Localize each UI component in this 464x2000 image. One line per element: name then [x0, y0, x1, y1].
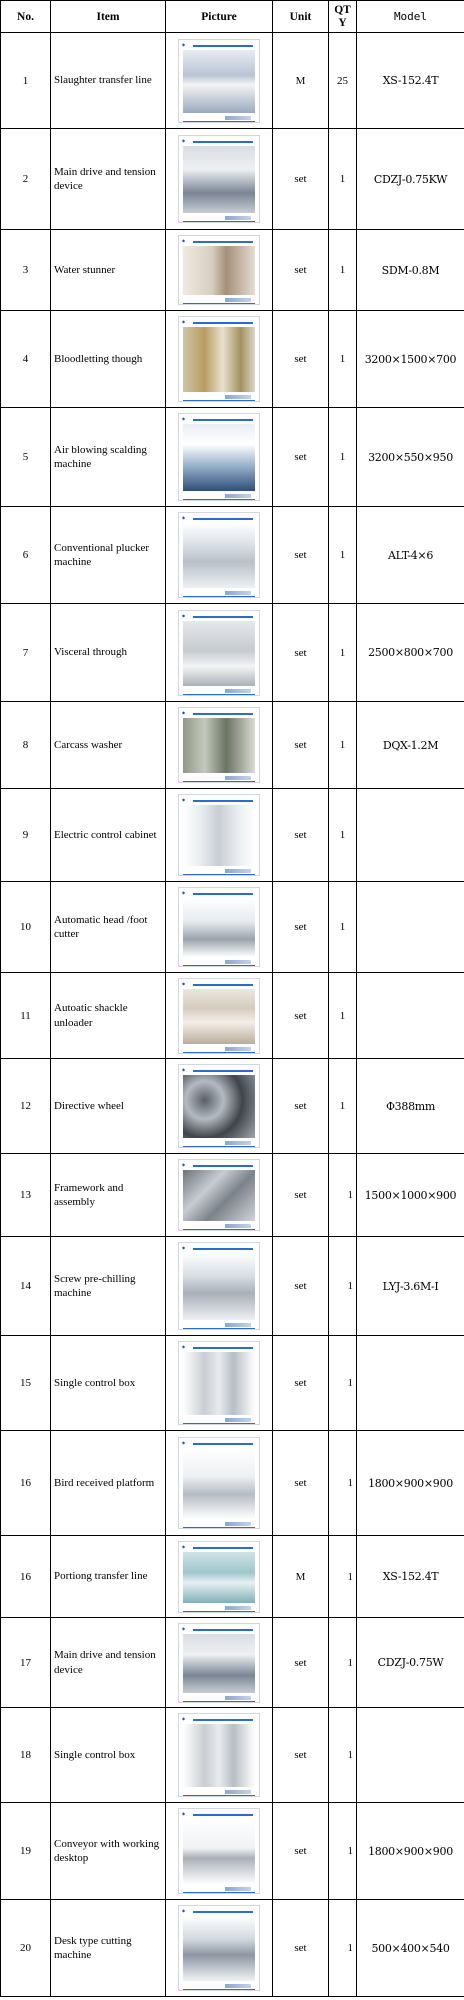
table-row: [1, 1154, 464, 1237]
photo-top-bar: [193, 1443, 253, 1445]
certification-marks-icon: [225, 1418, 251, 1422]
certification-marks-icon: [225, 1984, 251, 1988]
model: [357, 789, 464, 882]
quantity: 1: [329, 230, 357, 311]
header-qty: QTY: [329, 1, 357, 33]
product-photo: [178, 610, 260, 696]
picture-cell: [166, 230, 273, 311]
product-photo: [178, 1905, 260, 1991]
model: 2500×800×700: [357, 604, 464, 702]
brand-logo-icon: ◆: [182, 890, 186, 895]
row-number: 20: [1, 1900, 51, 1997]
quantity: 1: [329, 408, 357, 507]
photo-bottom-bar: [183, 874, 255, 875]
quantity: 1: [329, 882, 357, 973]
unit: set: [273, 789, 329, 882]
photo-top-bar: [193, 419, 253, 421]
item-name: Main drive and tension device: [51, 129, 166, 230]
item-name: Bird received platform: [51, 1431, 166, 1536]
photo-top-bar: [193, 241, 253, 243]
equipment-image: [183, 50, 255, 113]
picture-cell: [166, 789, 273, 882]
quantity: 1: [329, 1708, 357, 1803]
photo-bottom-bar: [183, 303, 255, 304]
brand-logo-icon: ◆: [182, 1245, 186, 1250]
certification-marks-icon: [225, 116, 251, 120]
picture-cell: [166, 1536, 273, 1618]
brand-logo-icon: ◆: [182, 515, 186, 520]
photo-top-bar: [193, 1719, 253, 1721]
quantity: 1: [329, 1431, 357, 1536]
table-row: [1, 1900, 464, 1997]
table-row: [1, 973, 464, 1059]
unit: set: [273, 1708, 329, 1803]
model: XS-152.4T: [357, 33, 464, 129]
certification-marks-icon: [225, 776, 251, 780]
brand-logo-icon: ◆: [182, 41, 186, 47]
unit: set: [273, 973, 329, 1059]
quantity: 1: [329, 1900, 357, 1997]
quantity: 1: [329, 702, 357, 789]
photo-top-bar: [193, 1629, 253, 1631]
equipment-image: [183, 146, 255, 213]
certification-marks-icon: [225, 298, 251, 302]
certification-marks-icon: [225, 1047, 251, 1051]
brand-logo-icon: ◆: [182, 1716, 186, 1721]
model: XS-152.4T: [357, 1536, 464, 1618]
model: ALT-4×6: [357, 507, 464, 604]
quantity: 1: [329, 1536, 357, 1618]
photo-top-bar: [193, 322, 253, 324]
item-name: Single control box: [51, 1336, 166, 1431]
photo-bottom-bar: [183, 694, 255, 695]
unit: M: [273, 33, 329, 129]
model: 3200×1500×700: [357, 311, 464, 408]
equipment-image: [183, 621, 255, 686]
table-row: [1, 1336, 464, 1431]
header-no: No.: [1, 1, 51, 33]
product-photo: [178, 1623, 260, 1703]
table-row: [1, 129, 464, 230]
product-photo: [178, 1437, 260, 1529]
equipment-image: [183, 805, 255, 866]
row-number: 11: [1, 973, 51, 1059]
row-number: 4: [1, 311, 51, 408]
brand-logo-icon: ◆: [182, 710, 186, 715]
item-name: Screw pre-chilling machine: [51, 1237, 166, 1336]
picture-cell: [166, 1708, 273, 1803]
row-number: 19: [1, 1803, 51, 1900]
unit: set: [273, 604, 329, 702]
row-number: 13: [1, 1154, 51, 1237]
unit: set: [273, 1431, 329, 1536]
row-number: 18: [1, 1708, 51, 1803]
model: SDM-0.8M: [357, 230, 464, 311]
certification-marks-icon: [225, 216, 251, 220]
certification-marks-icon: [225, 494, 251, 498]
equipment-image: [183, 424, 255, 491]
photo-bottom-bar: [183, 1611, 255, 1612]
item-name: Automatic head /foot cutter: [51, 882, 166, 973]
picture-cell: [166, 1803, 273, 1900]
picture-cell: [166, 702, 273, 789]
brand-logo-icon: ◆: [182, 138, 186, 143]
quantity: 1: [329, 1618, 357, 1708]
table-row: [1, 1618, 464, 1708]
photo-top-bar: [193, 800, 253, 802]
row-number: 2: [1, 129, 51, 230]
equipment-image: [183, 1634, 255, 1693]
picture-cell: [166, 1431, 273, 1536]
quantity: 25: [329, 33, 357, 129]
table-row: [1, 882, 464, 973]
table-row: [1, 33, 464, 129]
brand-logo-icon: ◆: [182, 1344, 186, 1349]
table-row: [1, 230, 464, 311]
equipment-image: [183, 1170, 255, 1221]
row-number: 3: [1, 230, 51, 311]
photo-bottom-bar: [183, 781, 255, 782]
quantity: 1: [329, 311, 357, 408]
brand-logo-icon: ◆: [182, 1908, 186, 1913]
row-number: 7: [1, 604, 51, 702]
certification-marks-icon: [225, 1522, 251, 1526]
picture-cell: [166, 973, 273, 1059]
quantity: 1: [329, 1059, 357, 1154]
item-name: Conveyor with working desktop: [51, 1803, 166, 1900]
photo-top-bar: [193, 1814, 253, 1816]
photo-bottom-bar: [183, 1892, 255, 1893]
unit: M: [273, 1536, 329, 1618]
quantity: 1: [329, 129, 357, 230]
header-row: [1, 1, 464, 33]
unit: set: [273, 702, 329, 789]
header-model: Model: [357, 1, 464, 33]
product-photo: [178, 1808, 260, 1894]
unit: set: [273, 1803, 329, 1900]
picture-cell: [166, 604, 273, 702]
product-photo: [178, 1064, 260, 1148]
row-number: 12: [1, 1059, 51, 1154]
table-body: [1, 33, 464, 1997]
item-name: Main drive and tension device: [51, 1618, 166, 1708]
quantity: 1: [329, 507, 357, 604]
photo-bottom-bar: [183, 1052, 255, 1053]
equipment-image: [183, 898, 255, 957]
photo-top-bar: [193, 1248, 253, 1250]
row-number: 16: [1, 1431, 51, 1536]
row-number: 5: [1, 408, 51, 507]
item-name: Portiong transfer line: [51, 1536, 166, 1618]
equipment-image: [183, 246, 255, 295]
picture-cell: [166, 1618, 273, 1708]
row-number: 1: [1, 33, 51, 129]
unit: set: [273, 311, 329, 408]
equipment-image: [183, 1552, 255, 1603]
brand-logo-icon: ◆: [182, 1543, 186, 1549]
product-photo: [178, 512, 260, 598]
unit: set: [273, 408, 329, 507]
table-row: [1, 1803, 464, 1900]
product-photo: [178, 39, 260, 123]
item-name: Desk type cutting machine: [51, 1900, 166, 1997]
certification-marks-icon: [225, 960, 251, 964]
model: 500×400×540: [357, 1900, 464, 1997]
row-number: 15: [1, 1336, 51, 1431]
quantity: 1: [329, 1154, 357, 1237]
unit: set: [273, 1900, 329, 1997]
item-name: Water stunner: [51, 230, 166, 311]
photo-bottom-bar: [183, 1229, 255, 1230]
photo-bottom-bar: [183, 1328, 255, 1329]
brand-logo-icon: ◆: [182, 1440, 186, 1445]
item-name: Single control box: [51, 1708, 166, 1803]
product-photo: [178, 135, 260, 223]
item-name: Carcass washer: [51, 702, 166, 789]
brand-logo-icon: ◆: [182, 416, 186, 421]
quantity: 1: [329, 789, 357, 882]
photo-top-bar: [193, 518, 253, 520]
header-picture: Picture: [166, 1, 273, 33]
model: CDZJ-0.75W: [357, 1618, 464, 1708]
brand-logo-icon: ◆: [182, 1625, 186, 1631]
equipment-image: [183, 989, 255, 1044]
picture-cell: [166, 507, 273, 604]
picture-cell: [166, 33, 273, 129]
photo-top-bar: [193, 893, 253, 895]
model: LYJ-3.6M-Ⅰ: [357, 1237, 464, 1336]
product-photo: [178, 1713, 260, 1797]
model: [357, 882, 464, 973]
unit: set: [273, 230, 329, 311]
picture-cell: [166, 882, 273, 973]
photo-bottom-bar: [183, 1423, 255, 1424]
header-item: Item: [51, 1, 166, 33]
photo-top-bar: [193, 1070, 253, 1072]
quantity: 1: [329, 1237, 357, 1336]
unit: set: [273, 507, 329, 604]
unit: set: [273, 1618, 329, 1708]
product-photo: [178, 1341, 260, 1425]
model: DQX-1.2M: [357, 702, 464, 789]
row-number: 14: [1, 1237, 51, 1336]
photo-bottom-bar: [183, 1795, 255, 1796]
product-photo: [178, 235, 260, 305]
photo-top-bar: [193, 713, 253, 715]
picture-cell: [166, 129, 273, 230]
row-number: 8: [1, 702, 51, 789]
photo-bottom-bar: [183, 1701, 255, 1702]
product-photo: [178, 1541, 260, 1613]
product-photo: [178, 887, 260, 967]
picture-cell: [166, 1237, 273, 1336]
certification-marks-icon: [225, 1887, 251, 1891]
table-row: [1, 789, 464, 882]
picture-cell: [166, 1154, 273, 1237]
photo-top-bar: [193, 1911, 253, 1913]
header-unit: Unit: [273, 1, 329, 33]
brand-logo-icon: ◆: [182, 1162, 186, 1167]
picture-cell: [166, 1336, 273, 1431]
equipment-image: [183, 1916, 255, 1981]
brand-logo-icon: ◆: [182, 319, 186, 324]
photo-bottom-bar: [183, 965, 255, 966]
model: 3200×550×950: [357, 408, 464, 507]
certification-marks-icon: [225, 591, 251, 595]
brand-logo-icon: ◆: [182, 1067, 186, 1072]
item-name: Framework and assembly: [51, 1154, 166, 1237]
item-name: Air blowing scalding machine: [51, 408, 166, 507]
product-photo: [178, 413, 260, 501]
table-row: [1, 507, 464, 604]
equipment-image: [183, 1075, 255, 1138]
model: 1500×1000×900: [357, 1154, 464, 1237]
certification-marks-icon: [225, 1224, 251, 1228]
product-photo: [178, 1242, 260, 1330]
certification-marks-icon: [225, 1323, 251, 1327]
product-photo: [178, 707, 260, 783]
photo-bottom-bar: [183, 1989, 255, 1990]
product-photo: [178, 978, 260, 1054]
model: 1800×900×900: [357, 1803, 464, 1900]
table-row: [1, 1237, 464, 1336]
table-row: [1, 1431, 464, 1536]
certification-marks-icon: [225, 1696, 251, 1700]
item-name: Electric control cabinet: [51, 789, 166, 882]
table-row: [1, 1708, 464, 1803]
product-photo: [178, 794, 260, 876]
item-name: Slaughter transfer line: [51, 33, 166, 129]
model: CDZJ-0.75KW: [357, 129, 464, 230]
certification-marks-icon: [225, 689, 251, 693]
row-number: 6: [1, 507, 51, 604]
certification-marks-icon: [225, 1790, 251, 1794]
table-row: [1, 408, 464, 507]
equipment-image: [183, 1819, 255, 1884]
picture-cell: [166, 311, 273, 408]
equipment-image: [183, 327, 255, 392]
item-name: Autoatic shackle unloader: [51, 973, 166, 1059]
photo-bottom-bar: [183, 221, 255, 222]
equipment-image: [183, 718, 255, 773]
equipment-image: [183, 1352, 255, 1415]
model: [357, 1336, 464, 1431]
model: [357, 973, 464, 1059]
photo-bottom-bar: [183, 121, 255, 122]
product-photo: [178, 1159, 260, 1231]
table-row: [1, 1059, 464, 1154]
table-row: [1, 702, 464, 789]
item-name: Bloodletting though: [51, 311, 166, 408]
photo-top-bar: [193, 141, 253, 143]
equipment-image: [183, 1448, 255, 1519]
unit: set: [273, 129, 329, 230]
equipment-image: [183, 1253, 255, 1320]
brand-logo-icon: ◆: [182, 238, 186, 243]
unit: set: [273, 1059, 329, 1154]
photo-bottom-bar: [183, 400, 255, 401]
photo-bottom-bar: [183, 499, 255, 500]
equipment-image: [183, 1724, 255, 1787]
photo-bottom-bar: [183, 1146, 255, 1147]
table-row: [1, 1536, 464, 1618]
picture-cell: [166, 1059, 273, 1154]
brand-logo-icon: ◆: [182, 1811, 186, 1816]
table-row: [1, 604, 464, 702]
unit: set: [273, 1154, 329, 1237]
certification-marks-icon: [225, 1606, 251, 1610]
row-number: 9: [1, 789, 51, 882]
photo-top-bar: [193, 1547, 253, 1549]
item-name: Visceral through: [51, 604, 166, 702]
model: 1800×900×900: [357, 1431, 464, 1536]
brand-logo-icon: ◆: [182, 612, 186, 618]
product-photo: [178, 316, 260, 402]
equipment-image: [183, 523, 255, 588]
model: [357, 1708, 464, 1803]
unit: set: [273, 1237, 329, 1336]
picture-cell: [166, 408, 273, 507]
unit: set: [273, 882, 329, 973]
quantity: 1: [329, 1336, 357, 1431]
brand-logo-icon: ◆: [182, 980, 186, 986]
row-number: 16: [1, 1536, 51, 1618]
certification-marks-icon: [225, 1141, 251, 1145]
quantity: 1: [329, 1803, 357, 1900]
quantity: 1: [329, 604, 357, 702]
photo-bottom-bar: [183, 596, 255, 597]
item-name: Conventional plucker machine: [51, 507, 166, 604]
model: Φ388mm: [357, 1059, 464, 1154]
row-number: 17: [1, 1618, 51, 1708]
quantity: 1: [329, 973, 357, 1059]
table-row: [1, 311, 464, 408]
photo-top-bar: [193, 1165, 253, 1167]
certification-marks-icon: [225, 395, 251, 399]
photo-top-bar: [193, 616, 253, 618]
photo-top-bar: [193, 984, 253, 986]
photo-top-bar: [193, 1347, 253, 1349]
photo-bottom-bar: [183, 1527, 255, 1528]
item-name: Directive wheel: [51, 1059, 166, 1154]
picture-cell: [166, 1900, 273, 1997]
photo-top-bar: [193, 45, 253, 47]
unit: set: [273, 1336, 329, 1431]
certification-marks-icon: [225, 869, 251, 873]
brand-logo-icon: ◆: [182, 797, 186, 802]
row-number: 10: [1, 882, 51, 973]
